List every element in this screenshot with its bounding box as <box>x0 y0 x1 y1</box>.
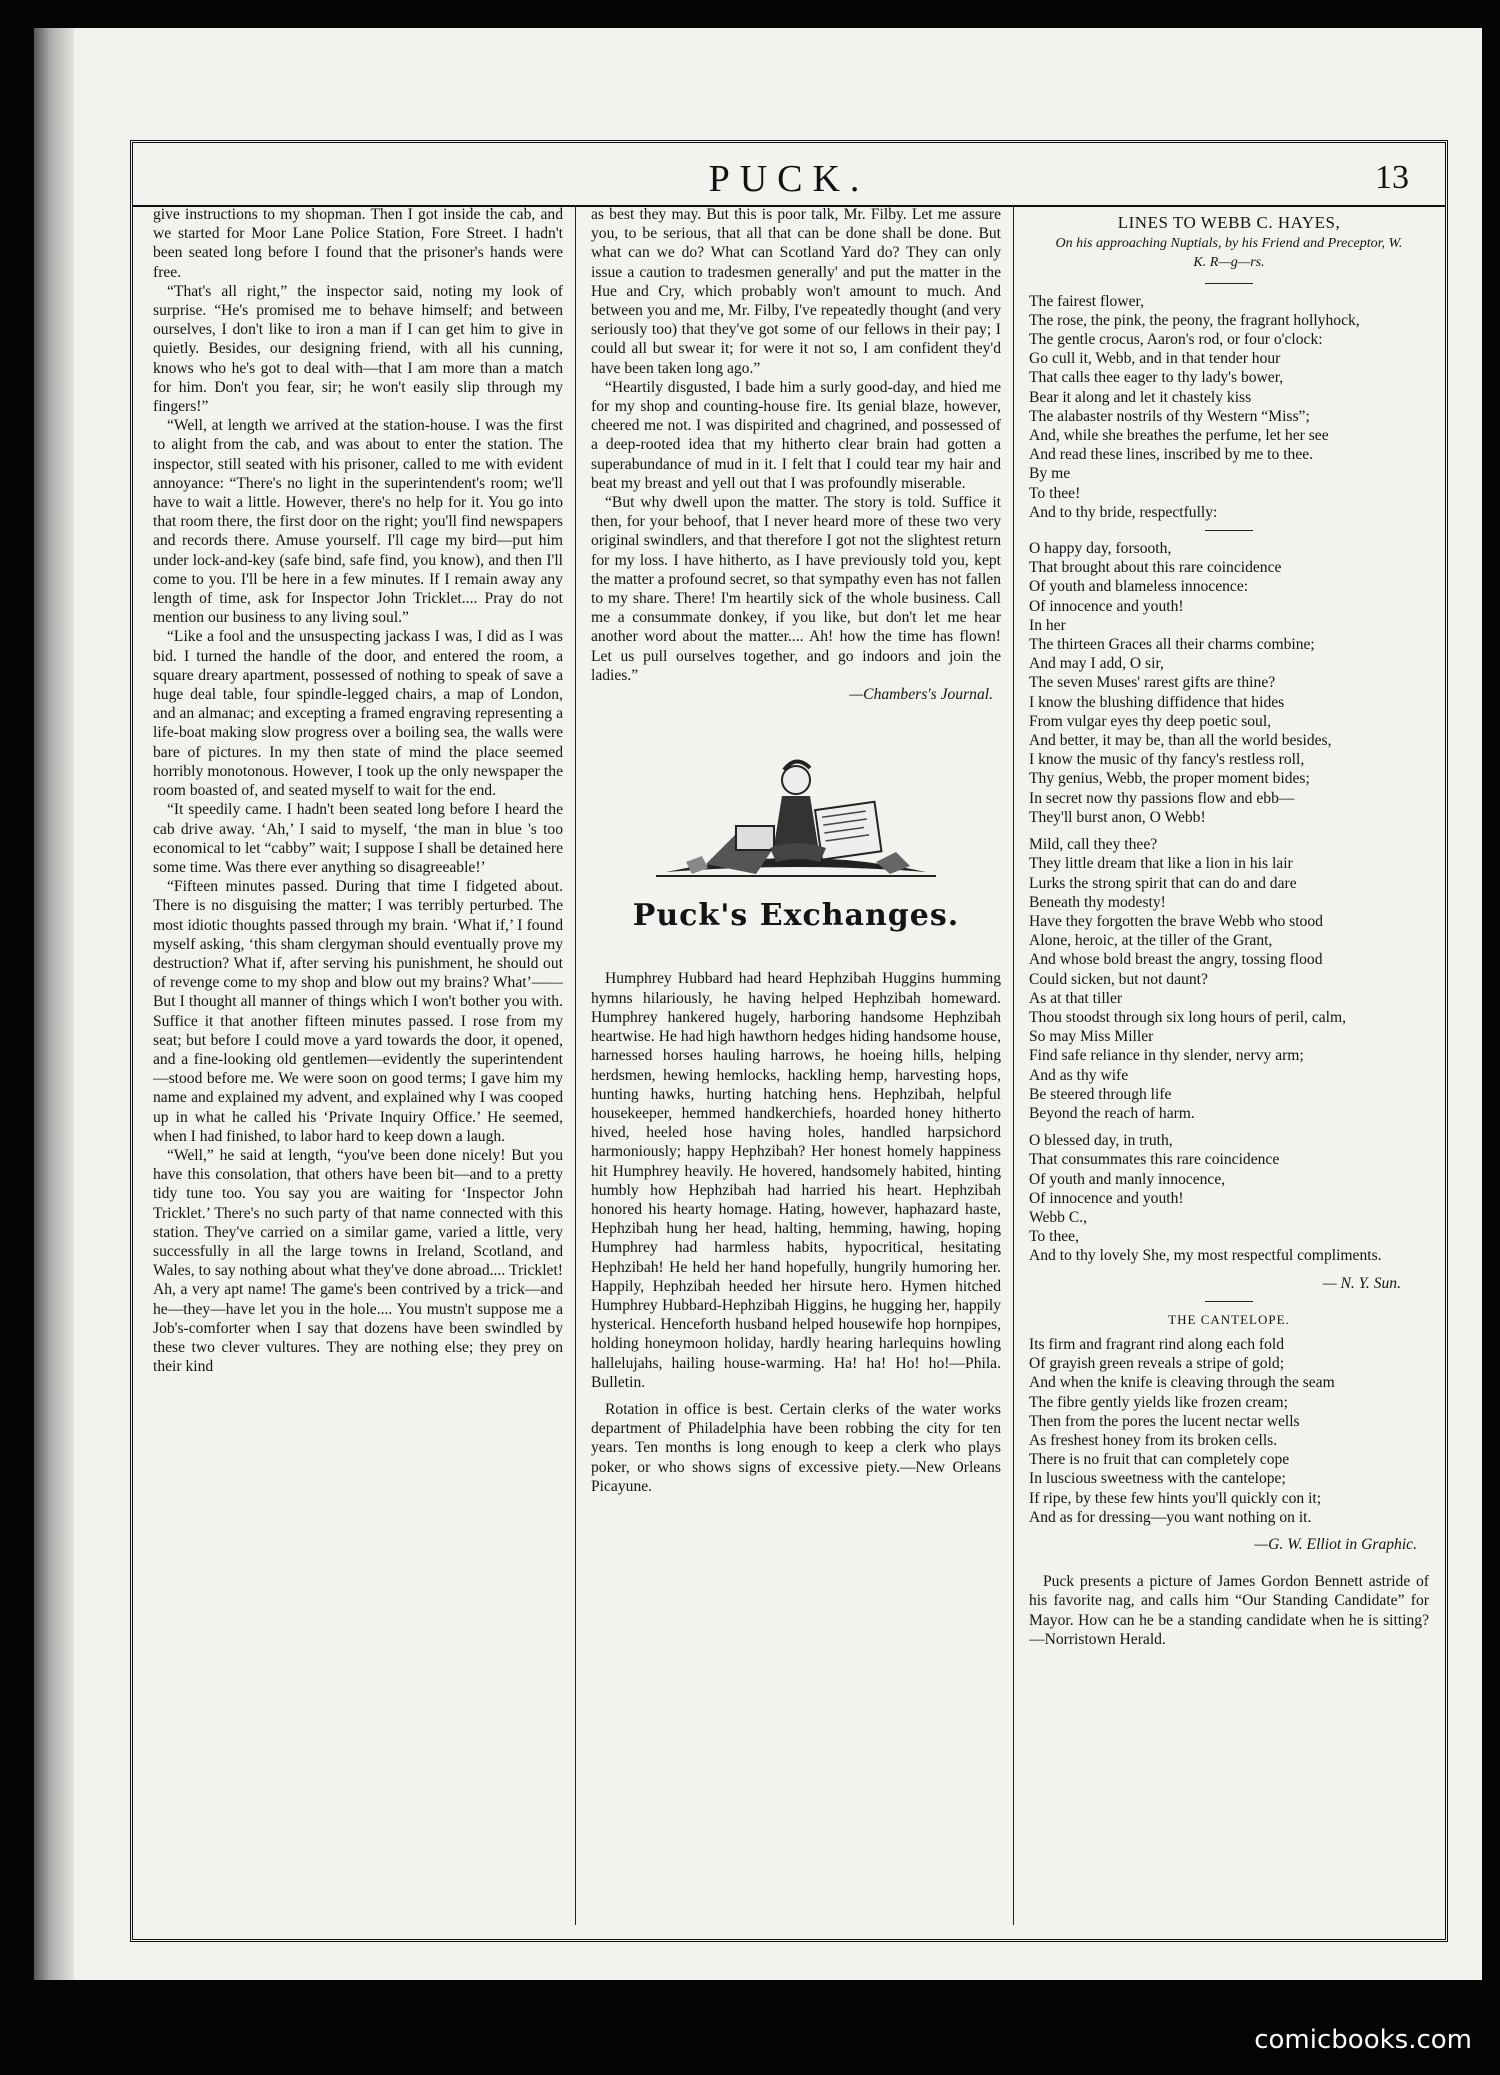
story-paragraph: give instructions to my shopman. Then I got inside the cab, and we started for Moor Lane Police Station, Fore Street. I hadn't been seated long before I found that the prisoner's hands were free. <box>153 206 563 281</box>
exchange-item: Rotation in office is best. Certain clerks of the water works department of Philadelphia have been robbing the city for ten years. Ten months is long enough to keep a clerk who plays poker, or who shows signs of excessive piety.—New Orleans Picayune. <box>591 1400 1001 1495</box>
story-paragraph: “Fifteen minutes passed. During that time I fidgeted about. There is no disguising the matter; I was terribly perturbed. The most idiotic thoughts passed through my brain. ‘What if,’ I found myself asking, ‘this sham clergyman should eventually prove my destruction? What if, after serving his punishment, he should out of revenge come to my shop and blow out my brains? What’—— But I thought all manner of things which I won't bother you with. Suffice it that another fifteen minutes passed. I rose from my seat; but before I could move a yard towards the door, it opened, and a fine-looking old gentlemen—evidently the superintendent—stood before me. We were soon on good terms; I gave him my name and explained my advent, and explained why I was cooped up in what he called his ‘Private Inquiry Office.’ He seemed, when I had finished, to labor hard to keep down a laugh. <box>153 878 563 1145</box>
story-paragraph: “But why dwell upon the matter. The story is told. Suffice it then, for your behoof, that I never heard more of these two very original swindlers, and that therefore I got not the slightest return for my loss. I have hitherto, as I have previously told you, kept the matter a profound secret, so that sympathy even has not fallen to my share. There! I'm heartily sick of the whole business. Call me a consummate donkey, if you like, but don't let me hear another word about the matter.... Ah! how the time has flown! Let us pull ourselves together, and go indoors and join the ladies.” <box>591 494 1001 684</box>
story-paragraph: “That's all right,” the inspector said, noting my look of surprise. “He's promised me to behave himself; and between ourselves, I don't like to iron a man if I can get him to give in quietly. Besides, our designing friend, with all his cunning, knows who he's got to deal with—that I am more than a match for him. Don't you fear, sir; he won't easily slip through my fingers!” <box>153 282 563 416</box>
story-paragraph: “Heartily disgusted, I bade him a surly good-day, and hied me for my shop and counting-house fire. Its genial blaze, however, cheered me not. I was dispirited and chagrined, and possessed of a deep-rooted idea that my hitherto clear brain had gotten a superabundance of mud in it. I felt that I could tear my hair and beat my breast and yell out that I was profoundly miserable. <box>591 378 1001 492</box>
poem-text: Its firm and fragrant rind along each fold Of grayish green reveals a stripe of gold; And when the knife is cleaving through the seam The fibre gently yields like frozen cream; Then from the pores the lucent nectar wells As freshest honey from its broken cells. There is no fruit that can completely cope In luscious sweetness with the cantelope; If ripe, by these few hints you'll quickly con it; And as for dressing—you want nothing on it. <box>1029 1335 1335 1526</box>
news-note: Puck presents a picture of James Gordon Bennett astride of his favorite nag, and calls him “Our Standing Candidate” for Mayor. How can he be a standing candidate when he is sitting?—Norristown Herald. <box>1029 1573 1429 1648</box>
publication-title: PUCK. <box>708 158 870 200</box>
poem-stanza: O blessed day, in truth, That consummates this rare coincidence Of youth and manly innocence, Of innocence and youth! Webb C., To thee, And to thy lovely She, my most respectful compliments. <box>1029 1132 1382 1265</box>
page-number: 13 <box>1375 159 1409 196</box>
column-divider <box>575 205 576 1925</box>
poem-subtitle: On his approaching Nuptials, by his Friend and Preceptor, W. K. R—g—rs. <box>1055 236 1403 271</box>
story-paragraph: “Well, at length we arrived at the station-house. I was the first to alight from the cab, and was about to enter the station. The inspector, still seated with his prisoner, called to me with evident annoyance: “There's no light in the superintendent's room; we'll have to wait a little. However, there's no help for it. You go into that room there, the first door on the right; you'll find newspapers and records there. Amuse yourself. I'll cage my bird—put him under lock-and-key (safe bind, safe find, you know), and then I'll come to you. I'll be here in a few minutes. If I remain away any length of time, ask for Inspector John Tricklet.... Pray do not mention our business to any living soul.” <box>153 417 563 627</box>
binding-gutter <box>34 28 74 1980</box>
story-paragraph: as best they may. But this is poor talk, Mr. Filby. Let me assure you, to be serious, that all that can be done shall be done. But what can we do? What can Scotland Yard do? They can only issue a caution to tradesmen generally' and put the matter in the Hue and Cry, which probably won't amount to much. And between you and me, Mr. Filby, I've repeatedly thought (and very seriously too) that they've got some of our fellows in their pay; I could all but swear it; for were it not so, I am confident they'd have been taken long ago.” <box>591 206 1001 377</box>
column-2 <box>591 205 1001 1931</box>
poem-title: THE CANTELOPE. <box>1168 1311 1290 1327</box>
column-3 <box>1029 205 1429 1931</box>
story-paragraph: “It speedily came. I hadn't been seated long before I heard the cab drive away. ‘Ah,’ I said to myself, ‘the man in blue 's too economical to let “cabby” wait; I suppose I shall be detained here some time. Was there ever anything so disagreeable!’ <box>153 801 563 876</box>
poem-stanza: Mild, call they thee? They little dream that like a lion in his lair Lurks the strong spirit that can do and dare Beneath thy modesty! Have they forgotten the brave Webb who stood Alone, heroic, at the tiller of the Grant, And whose bold breast the angry, tossing flood Could sicken, but not daunt? As at that tiller Thou stoodst through six long hours of peril, calm, So may Miss Miller Find safe reliance in thy slender, nervy arm; And as thy wife Be steered through life Beyond the reach of harm. <box>1029 836 1347 1122</box>
divider <box>1205 283 1253 284</box>
story-credit: —Chambers's Journal. <box>849 686 993 704</box>
page-frame <box>130 140 1448 1942</box>
poem-credit: — N. Y. Sun. <box>1322 1274 1401 1292</box>
masthead <box>133 149 1445 200</box>
column-divider <box>1013 205 1014 1925</box>
poem-title: LINES TO WEBB C. HAYES, <box>1117 213 1341 232</box>
poem-stanza: The fairest flower, The rose, the pink, the peony, the fragrant hollyhock, The gentle crocus, Aaron's rod, or four o'clock: Go cull it, Webb, and in that tender hour That calls thee eager to thy lady's bower, Bear it along and let it chastely kiss The alabaster nostrils of thy Western “Miss”; And, while she breathes the perfume, let her see And read these lines, inscribed by me to thee. By me To thee! And to thy bride, respectfully: <box>1029 292 1360 521</box>
section-heading: Puck's Exchanges. <box>632 898 960 934</box>
newsboy-vignette-illustration <box>646 744 946 904</box>
newspaper-page <box>34 28 1482 1980</box>
exchange-item: Humphrey Hubbard had heard Hephzibah Huggins humming hymns hilariously, he having helped Hephzibah homeward. Humphrey hankered hugely, harboring handsome Hephzibah heartwise. He had high hawthorn hedges hiding handsome house, harnessed horses hauling harrows, he hoeing hills, helping herdsmen, hewing hemlocks, hackling hemp, harvesting hops, hunting hawks, hurting hatching hens. Hephzibah, helpful housekeeper, hemmed handkerchiefs, hoarded honey hitherto hived, heeled hose having holes, handled harpsichord harmoniously; happy Hephzibah? Her honest homely happiness hit Humphrey heavily. He hovered, handsomely habited, hinting humbly how Hephzibah had harried his heart. Hephzibah honored his hearty homage. Hating, however, haphazard haste, Hephzibah hung her head, halting, hemming, hawing, hoping Humphrey had harmless habits, hypocritical, hesitating Hephzibah! He held her hand hopefully, hungrily humoring her. Happily, Hephzibah heeded her hirsute hero. Hymen hitched Humphrey Hubbard-Hephzibah Higgins, he hugging her, happily hysterical. Henceforth husband helped housewife hop hornpipes, holding honeymoon holiday, hardly hearing harlequins howling hallelujahs, hailing house-warming. Ha! ha! Ho! ho!—Phila. Bulletin. <box>591 970 1001 1391</box>
story-paragraph: “Like a fool and the unsuspecting jackass I was, I did as I was bid. I turned the handle of the door, and entered the room, a square dreary apartment, possessed of nothing to speak of save a huge deal table, four spindle-legged chairs, a map of London, and an almanac; and excepting a framed engraving representing a life-boat making slow progress over a boiling sea, the walls were bare of pictures. In my then state of mind the place seemed horribly monotonous. However, I took up the only newspaper the room boasted of, and seated myself to wait for the end. <box>153 628 563 800</box>
poem-stanza: O happy day, forsooth, That brought about this rare coincidence Of youth and blameless innocence: Of innocence and youth! In her The thirteen Graces all their charms combine; And may I add, O sir, The seven Muses' rarest gifts are thine? I know the blushing diffidence that hides From vulgar eyes thy deep poetic soul, And better, it may be, than all the world besides, I know the music of thy fancy's restless roll, Thy genius, Webb, the proper moment bides; In secret now thy passions flow and ebb— They'll burst anon, O Webb! <box>1029 540 1332 826</box>
divider <box>1205 530 1253 531</box>
story-paragraph: “Well,” he said at length, “you've been done nicely! But you have this consolation, that others have been bit—and to a pretty tidy tune too. You say you are waiting for ‘Inspector John Tricklet.’ There's no such party of that name connected with this station. They've carried on a similar game, varied a little, very successfully in all the large towns in Ireland, Scotland, and Wales, to say nothing about what they've done abroad.... Tricklet! Ah, a very apt name! The game's been contrived by a trick—and he—they—have let you in the hole.... You mustn't suppose me a Job's-comforter when I say that dozens have been swindled by these two clever vultures. They are nothing else; they prey on their kind <box>153 1146 563 1376</box>
poem-credit: —G. W. Elliot in Graphic. <box>1254 1536 1417 1553</box>
watermark: comicbooks.com <box>1254 2025 1472 2055</box>
column-1 <box>153 205 563 1931</box>
divider <box>1205 1301 1253 1302</box>
